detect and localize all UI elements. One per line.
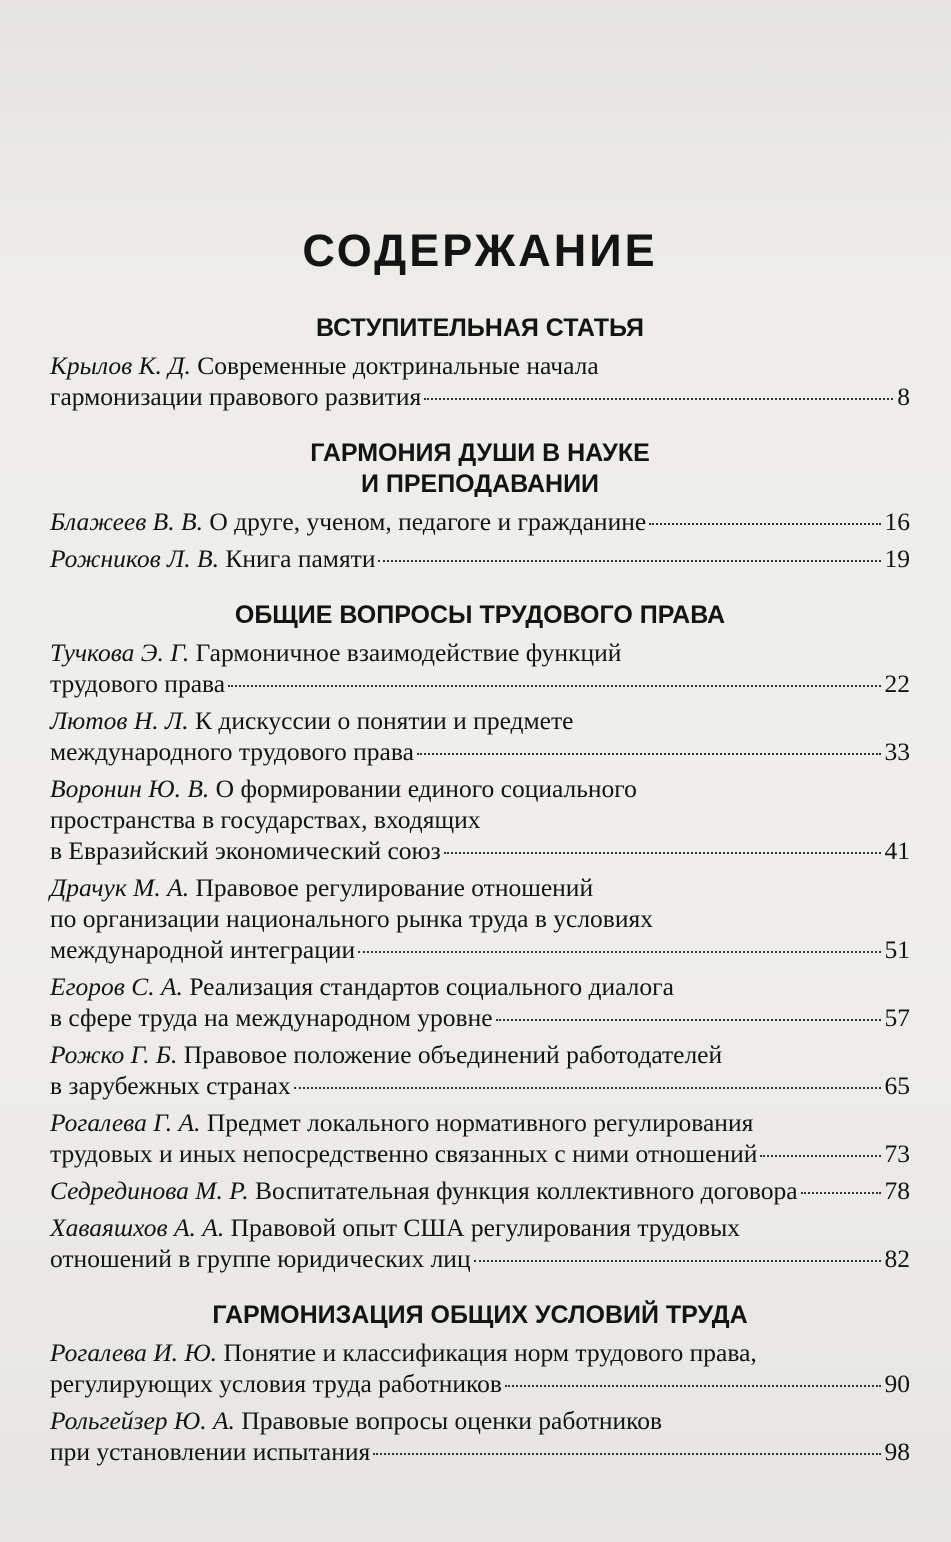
toc-entry-line <box>50 1138 910 1169</box>
dot-leader <box>474 1260 881 1262</box>
entry-author: Рогалева Г. А. <box>50 1108 201 1137</box>
page-number: 90 <box>884 1369 910 1398</box>
toc-entry-line <box>50 773 910 804</box>
entry-text: при установлении испытания <box>50 1437 371 1466</box>
toc-section <box>50 438 910 574</box>
page-title: СОДЕРЖАНИЕ <box>302 225 658 276</box>
toc-section <box>50 600 910 1274</box>
entry-author: Рожников Л. В. <box>50 544 220 573</box>
toc-entry-line <box>50 543 910 574</box>
page-number: 98 <box>884 1437 910 1466</box>
page-number: 73 <box>884 1139 910 1168</box>
toc-entry-line <box>50 506 910 537</box>
entry-title-line: К дискуссии о понятии и предмете <box>195 706 574 735</box>
entry-author: Рогалева И. Ю. <box>50 1338 218 1367</box>
toc-entry-line <box>50 1002 910 1033</box>
toc-entry[interactable] <box>50 1107 910 1169</box>
dot-leader <box>358 951 880 953</box>
toc-entry-line <box>50 872 910 903</box>
page-number: 78 <box>884 1176 910 1205</box>
page-number: 8 <box>897 382 910 411</box>
entry-text <box>50 638 621 667</box>
toc-entry[interactable] <box>50 1212 910 1274</box>
entry-title-line: Воспитательная функция коллективного договора <box>255 1176 798 1205</box>
toc-entry-line <box>50 1070 910 1101</box>
dot-leader <box>649 523 880 525</box>
entry-author: Тучкова Э. Г. <box>50 638 190 667</box>
toc-entry[interactable] <box>50 543 910 574</box>
toc-entry-line <box>50 934 910 965</box>
entry-text <box>50 1406 662 1435</box>
toc-entry-line <box>50 903 910 934</box>
entry-title-line: О друге, ученом, педагоге и гражданине <box>209 507 647 536</box>
toc-section <box>50 313 910 412</box>
section-title-line: ГАРМОНИЯ ДУШИ В НАУКЕ <box>310 439 650 467</box>
toc-entry[interactable] <box>50 350 910 412</box>
entry-title-line: Реализация стандартов социального диалога <box>189 972 674 1001</box>
entry-text: трудовых и иных непосредственно связанных с ними отношений <box>50 1139 758 1168</box>
entry-author: Рожко Г. Б. <box>50 1040 178 1069</box>
entry-text <box>50 1108 753 1137</box>
entry-author: Блажеев В. В. <box>50 507 203 536</box>
table-of-contents <box>50 225 910 1467</box>
entry-text <box>50 774 637 803</box>
section-title <box>50 438 910 500</box>
toc-entry[interactable] <box>50 773 910 866</box>
page-number: 33 <box>884 737 910 766</box>
page-number: 41 <box>884 836 910 865</box>
toc-entry[interactable] <box>50 705 910 767</box>
toc-entry-line <box>50 1212 910 1243</box>
toc-entry-line <box>50 1243 910 1274</box>
toc-entry-line <box>50 1405 910 1436</box>
toc-entry[interactable] <box>50 506 910 537</box>
entry-text: трудового права <box>50 669 226 698</box>
toc-entry[interactable] <box>50 971 910 1033</box>
entry-text <box>50 972 674 1001</box>
toc-entry-line <box>50 350 910 381</box>
section-title <box>50 600 910 631</box>
entry-text <box>50 1175 798 1206</box>
entry-title-line: Правовой опыт США регулирования трудовых <box>230 1213 741 1242</box>
dot-leader <box>801 1192 881 1194</box>
toc-entry-line <box>50 381 910 412</box>
entry-author: Егоров С. А. <box>50 972 183 1001</box>
entry-text: в зарубежных странах <box>50 1071 291 1100</box>
entry-text: по организации национального рынка труда в условиях <box>50 904 653 933</box>
toc-entry-line <box>50 1337 910 1368</box>
section-title-line: ГАРМОНИЗАЦИЯ ОБЩИХ УСЛОВИЙ ТРУДА <box>212 1301 748 1329</box>
toc-entry[interactable] <box>50 1175 910 1206</box>
entry-title-line: Правовое положение объединений работодателей <box>183 1040 723 1069</box>
page-number: 57 <box>884 1003 910 1032</box>
entry-author: Воронин Ю. В. <box>50 774 210 803</box>
toc-entry-line <box>50 637 910 668</box>
dot-leader <box>444 852 881 854</box>
entry-author: Седрединова М. Р. <box>50 1176 249 1205</box>
entry-text: международного трудового права <box>50 737 414 766</box>
dot-leader <box>294 1087 881 1089</box>
dot-leader <box>760 1155 880 1157</box>
entry-title-line: Правовое регулирование отношений <box>195 873 594 902</box>
entry-title-line: Книга памяти <box>225 544 376 573</box>
entry-text: гармонизации правового развития <box>50 382 422 411</box>
entry-text <box>50 873 593 902</box>
page-number: 16 <box>884 507 910 536</box>
toc-entry-line <box>50 835 910 866</box>
entry-text <box>50 1040 722 1069</box>
toc-entry-line <box>50 668 910 699</box>
toc-entry-line <box>50 1436 910 1467</box>
entry-title-line: О формировании единого социального <box>215 774 637 803</box>
entry-text <box>50 706 573 735</box>
toc-entry[interactable] <box>50 1039 910 1101</box>
toc-entry[interactable] <box>50 1405 910 1467</box>
section-title-line: ОБЩИЕ ВОПРОСЫ ТРУДОВОГО ПРАВА <box>234 601 726 629</box>
page-number: 19 <box>884 544 910 573</box>
toc-entry-line <box>50 1175 910 1206</box>
toc-entry-line <box>50 1039 910 1070</box>
entry-author: Хаваяшхов А. А. <box>50 1213 225 1242</box>
entry-author: Рольгейзер Ю. А. <box>50 1406 235 1435</box>
toc-entry-line <box>50 1107 910 1138</box>
dot-leader <box>417 753 881 755</box>
page-number: 82 <box>884 1244 910 1273</box>
dot-leader <box>373 1453 880 1455</box>
toc-entry-line <box>50 1368 910 1399</box>
entry-text <box>50 351 599 380</box>
dot-leader <box>424 398 893 400</box>
toc-section <box>50 1300 910 1467</box>
toc-entry[interactable] <box>50 872 910 965</box>
entry-title-line: Понятие и классификация норм трудового права, <box>223 1338 757 1367</box>
entry-text <box>50 543 375 574</box>
entry-text: международной интеграции <box>50 935 356 964</box>
entry-author: Крылов К. Д. <box>50 351 191 380</box>
entry-title-line: Современные доктринальные начала <box>197 351 599 380</box>
section-title <box>50 313 910 344</box>
entry-text <box>50 1338 757 1367</box>
section-title-line: И ПРЕПОДАВАНИИ <box>360 470 600 498</box>
entry-title-line: Гармоничное взаимодействие функций <box>195 638 622 667</box>
dot-leader <box>228 685 880 687</box>
entry-author: Лютов Н. Л. <box>50 706 189 735</box>
page-number: 22 <box>884 669 910 698</box>
entry-text <box>50 1213 740 1242</box>
section-title <box>50 1300 910 1331</box>
section-title-line: ВСТУПИТЕЛЬНАЯ СТАТЬЯ <box>316 314 644 342</box>
dot-leader <box>505 1385 881 1387</box>
toc-entry-line <box>50 736 910 767</box>
toc-entry[interactable] <box>50 637 910 699</box>
toc-entry-line <box>50 804 910 835</box>
toc-entry-line <box>50 705 910 736</box>
toc-entry[interactable] <box>50 1337 910 1399</box>
dot-leader <box>496 1019 881 1021</box>
entry-text: в Евразийский экономический союз <box>50 836 441 865</box>
page-number: 65 <box>884 1071 910 1100</box>
entry-title-line: Предмет локального нормативного регулирования <box>206 1108 754 1137</box>
toc-entry-line <box>50 971 910 1002</box>
entry-text <box>50 506 646 537</box>
entry-text: отношений в группе юридических лиц <box>50 1244 471 1273</box>
page-number: 51 <box>884 935 910 964</box>
dot-leader <box>378 560 880 562</box>
entry-author: Драчук М. А. <box>50 873 190 902</box>
entry-title-line: Правовые вопросы оценки работников <box>241 1406 663 1435</box>
entry-text: регулирующих условия труда работников <box>50 1369 502 1398</box>
entry-text: пространства в государствах, входящих <box>50 805 481 834</box>
entry-text: в сфере труда на международном уровне <box>50 1003 493 1032</box>
toc-sections <box>50 313 910 1467</box>
